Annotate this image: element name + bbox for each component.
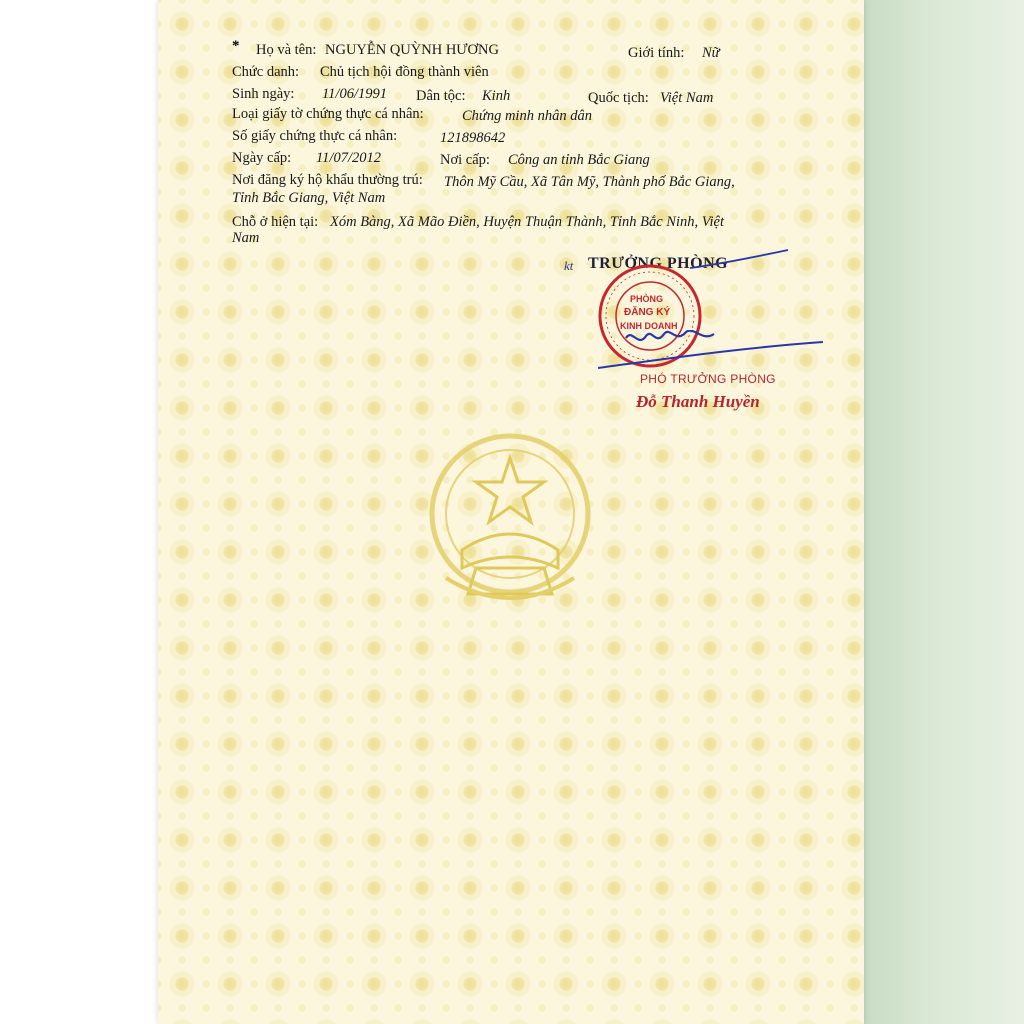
- signatory-title: TRƯỞNG PHÒNG: [588, 255, 729, 272]
- national-emblem-watermark: [406, 418, 614, 626]
- seal-text-line-3: KINH DOANH: [620, 321, 678, 331]
- signature-flourish: [690, 248, 790, 272]
- current-address-line-1: Xóm Bàng, Xã Mão Điền, Huyện Thuận Thành, Tỉnh Bắc Ninh, Việt: [330, 214, 725, 230]
- issue-date-value: 11/07/2012: [316, 150, 381, 166]
- full-name-value: NGUYỄN QUỲNH HƯƠNG: [325, 42, 499, 58]
- dob-label: Sinh ngày:: [232, 86, 295, 102]
- handwritten-signature: [598, 330, 823, 370]
- nationality-label: Quốc tịch:: [588, 90, 649, 106]
- position-label: Chức danh:: [232, 64, 300, 80]
- ethnicity-label: Dân tộc:: [416, 88, 466, 104]
- ethnicity-value: Kinh: [482, 88, 511, 104]
- dob-value: 11/06/1991: [322, 86, 387, 102]
- current-address-line-2: Nam: [232, 230, 260, 246]
- gender-value: Nữ: [702, 45, 720, 61]
- background-right: [864, 0, 1024, 1024]
- bullet-marker: *: [232, 38, 240, 54]
- issue-place-label: Nơi cấp:: [440, 152, 490, 168]
- id-number-label: Số giấy chứng thực cá nhân:: [232, 128, 398, 144]
- id-number-value: 121898642: [440, 130, 506, 146]
- residence-line-2: Tỉnh Bắc Giang, Việt Nam: [232, 190, 386, 206]
- deputy-title: PHÓ TRƯỞNG PHÒNG: [640, 372, 776, 386]
- on-behalf-prefix: kt: [564, 258, 574, 273]
- issue-place-value: Công an tỉnh Bắc Giang: [508, 152, 650, 168]
- background-left: [0, 0, 158, 1024]
- residence-line-1: Thôn Mỹ Cầu, Xã Tân Mỹ, Thành phố Bắc Giang,: [444, 174, 735, 190]
- position-value: Chủ tịch hội đồng thành viên: [320, 64, 489, 80]
- issue-date-label: Ngày cấp:: [232, 150, 292, 166]
- gender-label: Giới tính:: [628, 45, 685, 61]
- residence-label: Nơi đăng ký hộ khẩu thường trú:: [232, 172, 423, 188]
- id-type-label: Loại giấy tờ chứng thực cá nhân:: [232, 106, 424, 122]
- seal-text-line-2: ĐĂNG KÝ: [624, 307, 671, 318]
- seal-text-line-1: PHÒNG: [630, 294, 664, 304]
- nationality-value: Việt Nam: [660, 90, 714, 106]
- deputy-name: Đỗ Thanh Huyền: [636, 392, 760, 411]
- current-address-label: Chỗ ở hiện tại:: [232, 214, 319, 230]
- full-name-label: Họ và tên:: [256, 42, 317, 58]
- id-type-value: Chứng minh nhân dân: [462, 108, 592, 124]
